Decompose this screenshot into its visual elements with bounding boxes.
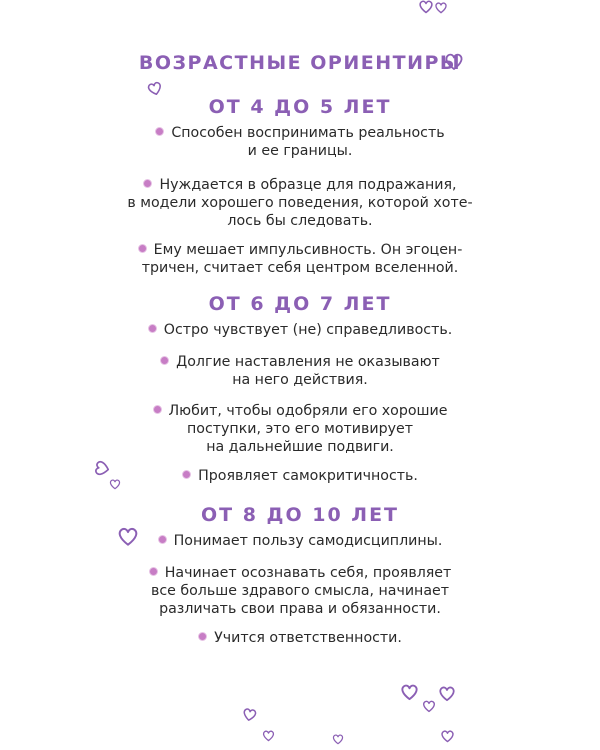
bullet-icon [155, 127, 164, 136]
list-item: Долгие наставления не оказывают на него действия. [0, 353, 600, 389]
bullet-icon [149, 567, 158, 576]
heart-icon [400, 684, 419, 701]
list-item: Остро чувствует (не) справедливость. [0, 321, 600, 339]
bullet-icon [182, 470, 191, 479]
heart-icon [117, 526, 139, 548]
heart-icon [438, 686, 456, 702]
heart-icon [94, 459, 112, 478]
heart-icon [262, 730, 275, 742]
heart-icon [418, 0, 434, 14]
heart-icon [241, 707, 258, 723]
bullet-icon [138, 244, 147, 253]
bullet-icon [158, 535, 167, 544]
list-item: Начинает осознавать себя, проявляет все больше здравого смысла, начинает различать свои права и обязанности. [0, 564, 600, 618]
section-heading-8-10: ОТ 8 ДО 10 ЛЕТ [200, 504, 400, 526]
list-item: Любит, чтобы одобряли его хорошие поступки, это его мотивирует на дальнейшие подвиги. [0, 402, 600, 456]
list-item: Учится ответственности. [0, 629, 600, 647]
heart-icon [444, 53, 464, 71]
bullet-icon [148, 324, 157, 333]
section-heading-4-5: ОТ 4 ДО 5 ЛЕТ [208, 96, 392, 118]
heart-icon [332, 734, 344, 745]
bullet-icon [160, 356, 169, 365]
bullet-icon [153, 405, 162, 414]
heart-icon [434, 2, 448, 14]
heart-icon [440, 730, 455, 743]
list-item: Способен воспринимать реальность и ее границы. [0, 124, 600, 160]
list-item: Проявляет самокритичность. [0, 467, 600, 485]
bullet-icon [198, 632, 207, 641]
list-item: Понимает пользу самодисциплины. [0, 532, 600, 550]
heart-icon [422, 700, 436, 713]
list-item: Нуждается в образце для подражания, в модели хорошего поведения, которой хоте- лось бы следовать. [127, 177, 473, 229]
list-item: Ему мешает импульсивность. Он эгоцен- тричен, считает себя центром вселенной. [0, 241, 600, 277]
page-title: ВОЗРАСТНЫЕ ОРИЕНТИРЫ [138, 52, 462, 74]
section-heading-6-7: ОТ 6 ДО 7 ЛЕТ [208, 293, 392, 315]
bullet-icon [143, 179, 152, 188]
heart-icon [109, 479, 121, 490]
